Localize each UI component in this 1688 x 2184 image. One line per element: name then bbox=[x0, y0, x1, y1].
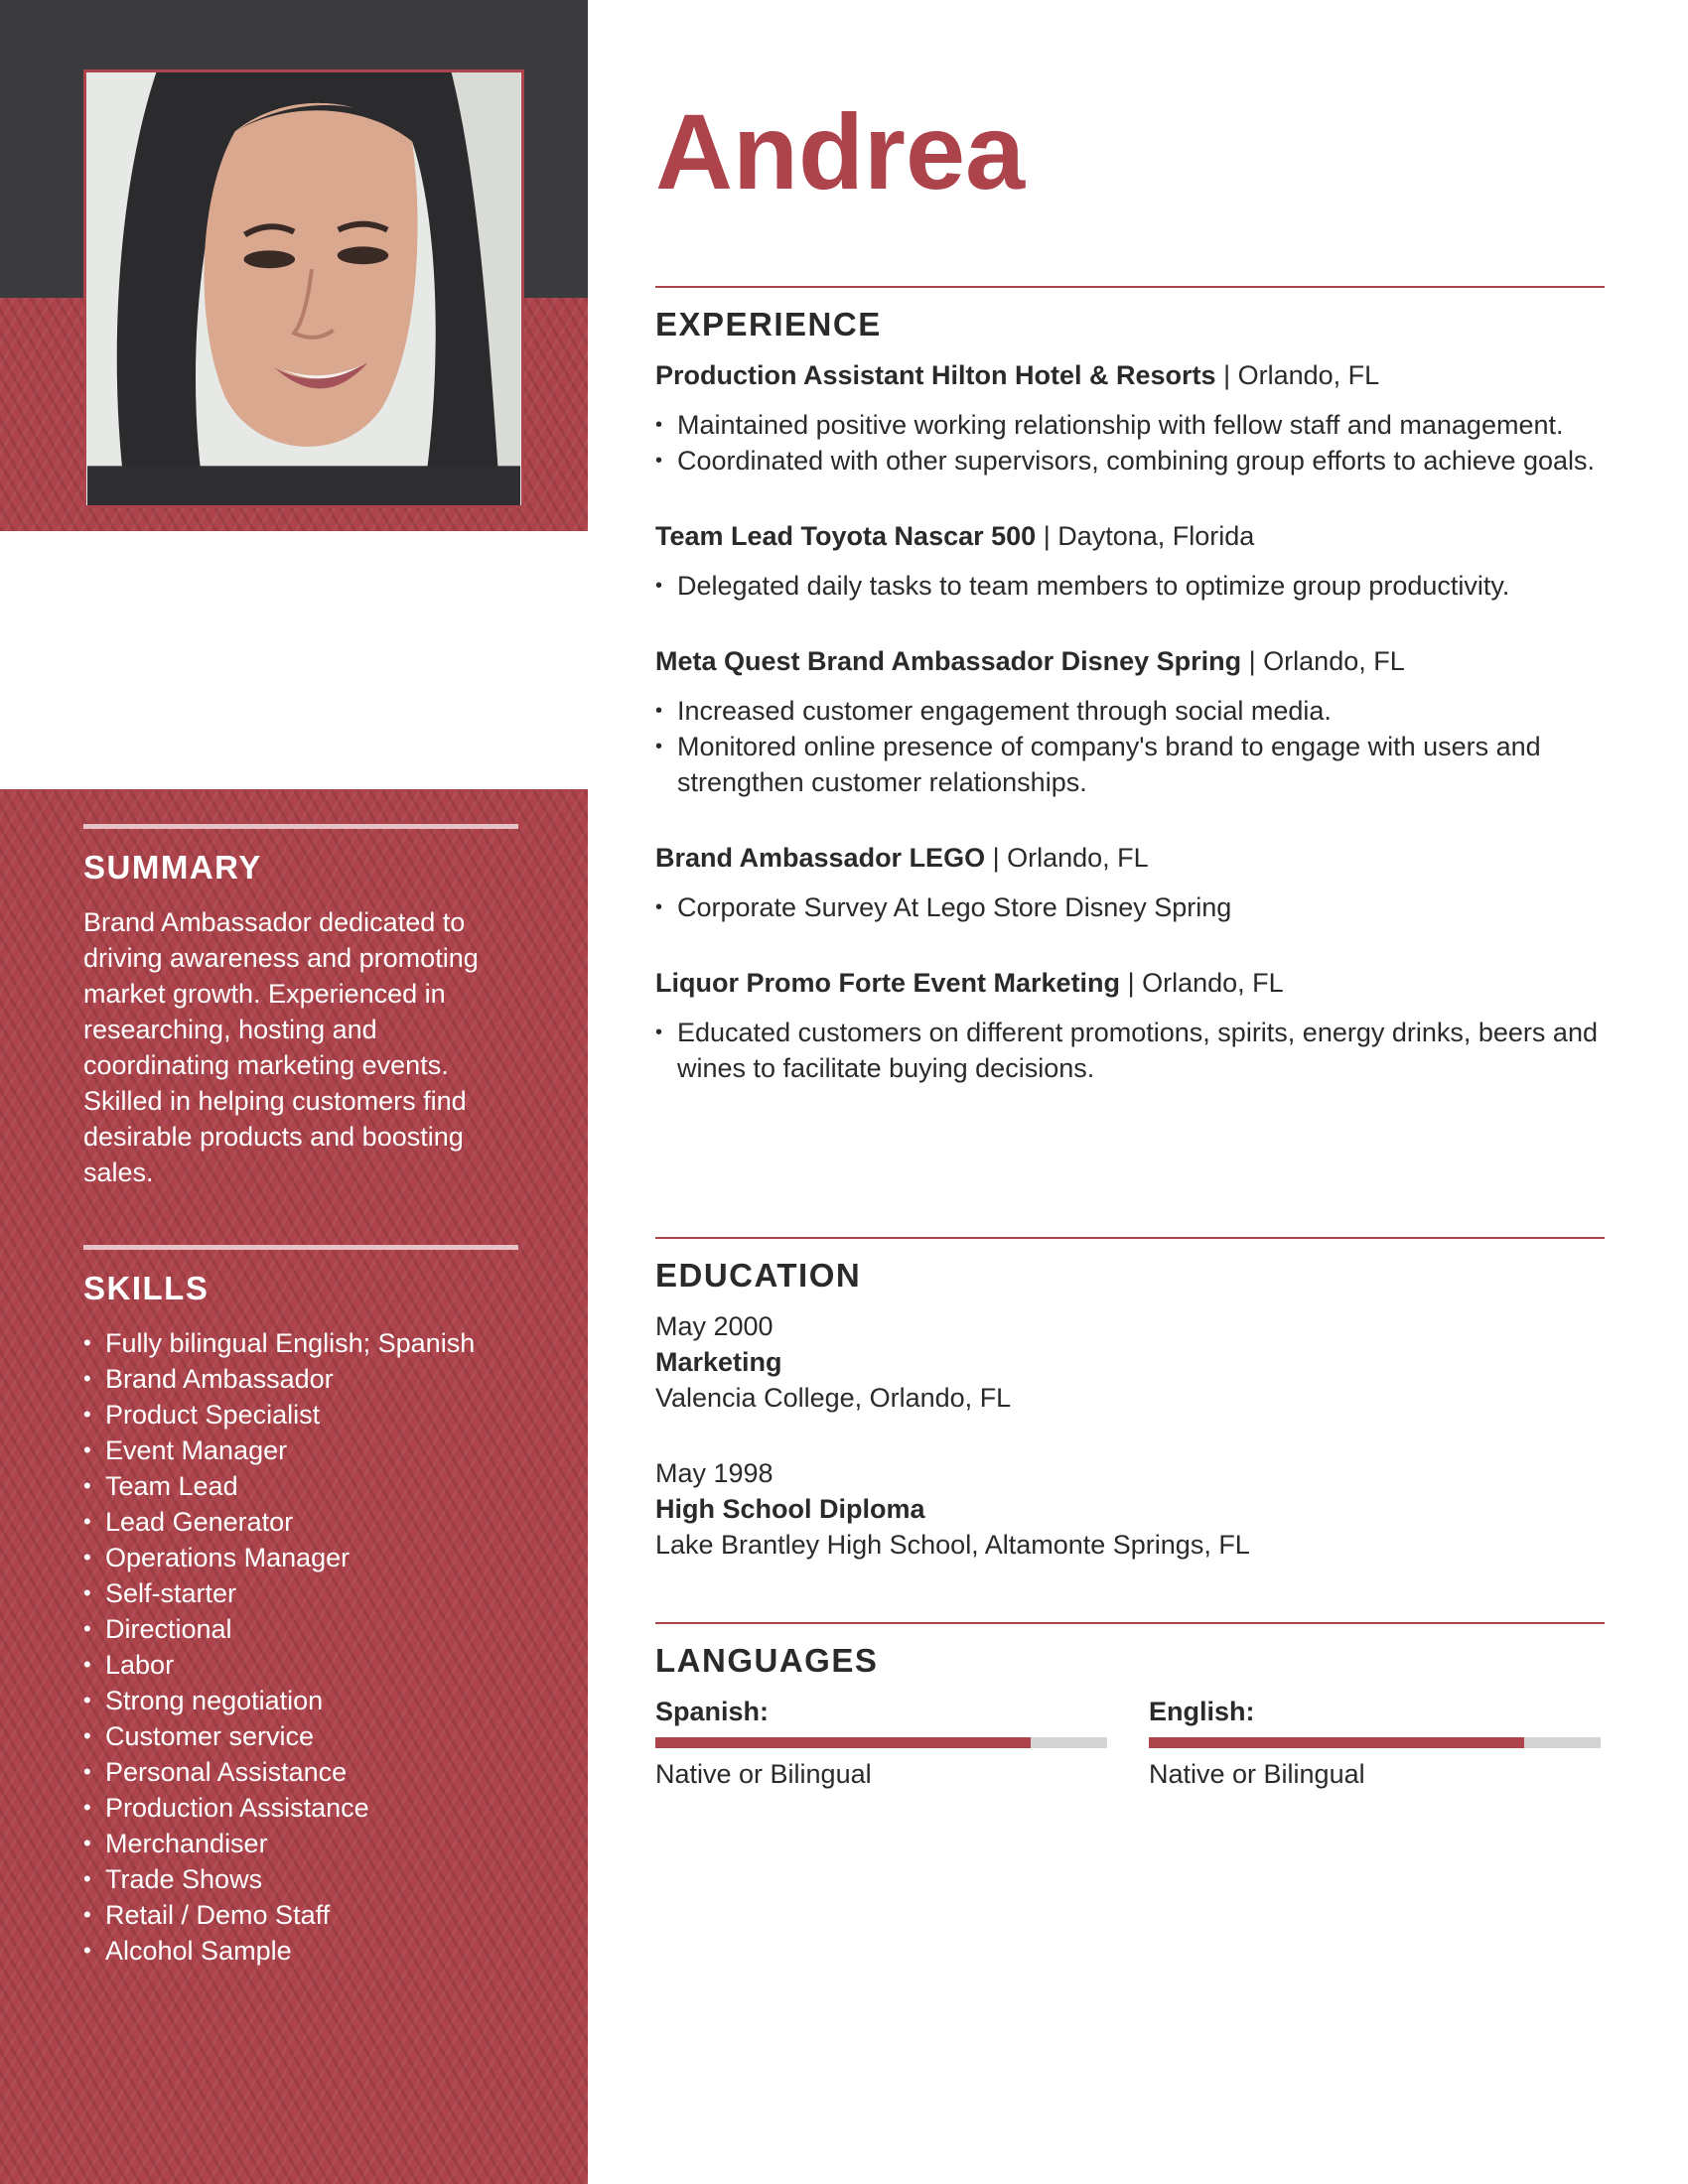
experience-heading: EXPERIENCE bbox=[655, 306, 882, 342]
job-location: | Orlando, FL bbox=[992, 843, 1149, 873]
skill-item: • Operations Manager bbox=[83, 1540, 518, 1575]
skill-item: • Personal Assistance bbox=[83, 1754, 518, 1790]
skill-item: • Directional bbox=[83, 1611, 518, 1647]
job-entry bbox=[655, 840, 1605, 925]
skill-item: • Labor bbox=[83, 1647, 518, 1683]
skill-item: • Team Lead bbox=[83, 1468, 518, 1504]
job-entry bbox=[655, 518, 1605, 604]
education-degree: High School Diploma bbox=[655, 1494, 925, 1524]
job-title: Team Lead Toyota Nascar 500 bbox=[655, 521, 1037, 551]
job-location: | Orlando, FL bbox=[1248, 646, 1405, 676]
skills-divider bbox=[83, 1245, 518, 1250]
job-title: Liquor Promo Forte Event Marketing bbox=[655, 968, 1121, 998]
summary-text: Brand Ambassador dedicated to driving awareness and promoting market growth. Experienced in researching, hosting and coordinating marketing events. Skilled in helping customers find desirable products and boosting sales. bbox=[83, 907, 479, 1187]
job-location: | Orlando, FL bbox=[1223, 360, 1380, 390]
job-title: Production Assistant Hilton Hotel & Resorts bbox=[655, 360, 1216, 390]
languages-row bbox=[655, 1694, 1605, 1792]
language-level: Native or Bilingual bbox=[1149, 1759, 1365, 1789]
languages-section bbox=[655, 1622, 1605, 1792]
language-name: English: bbox=[1149, 1697, 1255, 1726]
language-item bbox=[655, 1694, 1107, 1792]
skill-item: • Merchandiser bbox=[83, 1826, 518, 1861]
education-entry bbox=[655, 1308, 1605, 1416]
job-bullet: • Corporate Survey At Lego Store Disney Spring bbox=[655, 889, 1605, 925]
job-entry bbox=[655, 357, 1605, 478]
education-school: Valencia College, Orlando, FL bbox=[655, 1383, 1012, 1413]
job-title: Brand Ambassador LEGO bbox=[655, 843, 986, 873]
skill-item: • Brand Ambassador bbox=[83, 1361, 518, 1397]
job-bullet: • Monitored online presence of company's brand to engage with users and strengthen customer relationships. bbox=[655, 729, 1605, 800]
skill-item: • Fully bilingual English; Spanish bbox=[83, 1325, 518, 1361]
skill-item: • Alcohol Sample bbox=[83, 1933, 518, 1969]
language-item bbox=[1149, 1694, 1601, 1792]
skill-item: • Self-starter bbox=[83, 1575, 518, 1611]
job-bullets bbox=[655, 407, 1605, 478]
education-divider bbox=[655, 1237, 1605, 1239]
job-entry bbox=[655, 965, 1605, 1086]
job-title-line bbox=[655, 357, 1605, 393]
job-bullet: • Increased customer engagement through social media. bbox=[655, 693, 1605, 729]
languages-divider bbox=[655, 1622, 1605, 1624]
job-location: | Orlando, FL bbox=[1127, 968, 1284, 998]
experience-divider bbox=[655, 286, 1605, 288]
education-date: May 1998 bbox=[655, 1458, 774, 1488]
job-title-line bbox=[655, 840, 1605, 876]
skill-item: • Strong negotiation bbox=[83, 1683, 518, 1718]
skills-list bbox=[83, 1325, 518, 1969]
education-entry bbox=[655, 1455, 1605, 1563]
summary-heading: SUMMARY bbox=[83, 849, 262, 886]
experience-section bbox=[655, 286, 1605, 1126]
languages-heading: LANGUAGES bbox=[655, 1642, 879, 1679]
education-heading: EDUCATION bbox=[655, 1257, 862, 1294]
job-title-line bbox=[655, 518, 1605, 554]
summary-divider bbox=[83, 824, 518, 829]
language-level: Native or Bilingual bbox=[655, 1759, 872, 1789]
skill-item: • Product Specialist bbox=[83, 1397, 518, 1433]
skills-heading: SKILLS bbox=[83, 1270, 210, 1306]
skill-item: • Production Assistance bbox=[83, 1790, 518, 1826]
skill-item: • Event Manager bbox=[83, 1433, 518, 1468]
job-title: Meta Quest Brand Ambassador Disney Spring bbox=[655, 646, 1242, 676]
job-entry bbox=[655, 643, 1605, 800]
job-title-line bbox=[655, 643, 1605, 679]
job-bullet: • Delegated daily tasks to team members to optimize group productivity. bbox=[655, 568, 1605, 604]
profile-photo bbox=[83, 69, 524, 508]
job-bullets bbox=[655, 889, 1605, 925]
job-bullets bbox=[655, 568, 1605, 604]
language-name: Spanish: bbox=[655, 1697, 770, 1726]
job-bullets bbox=[655, 1015, 1605, 1086]
candidate-name: Andrea bbox=[655, 91, 1026, 211]
education-section bbox=[655, 1237, 1605, 1602]
job-title-line bbox=[655, 965, 1605, 1001]
language-proficiency-bar bbox=[655, 1737, 1107, 1748]
skills-section bbox=[83, 1245, 518, 1969]
language-proficiency-fill bbox=[655, 1737, 1031, 1748]
job-bullet: • Educated customers on different promotions, spirits, energy drinks, beers and wines to facilitate buying decisions. bbox=[655, 1015, 1605, 1086]
skill-item: • Customer service bbox=[83, 1718, 518, 1754]
skill-item: • Trade Shows bbox=[83, 1861, 518, 1897]
education-degree: Marketing bbox=[655, 1347, 782, 1377]
education-date: May 2000 bbox=[655, 1311, 774, 1341]
language-proficiency-fill bbox=[1149, 1737, 1524, 1748]
skill-item: • Lead Generator bbox=[83, 1504, 518, 1540]
job-bullet: • Maintained positive working relationship with fellow staff and management. bbox=[655, 407, 1605, 443]
education-school: Lake Brantley High School, Altamonte Springs, FL bbox=[655, 1530, 1250, 1560]
skill-item: • Retail / Demo Staff bbox=[83, 1897, 518, 1933]
language-proficiency-bar bbox=[1149, 1737, 1601, 1748]
summary-section bbox=[83, 824, 518, 1190]
job-bullet: • Coordinated with other supervisors, combining group efforts to achieve goals. bbox=[655, 443, 1605, 478]
job-location: | Daytona, Florida bbox=[1043, 521, 1255, 551]
job-bullets bbox=[655, 693, 1605, 800]
